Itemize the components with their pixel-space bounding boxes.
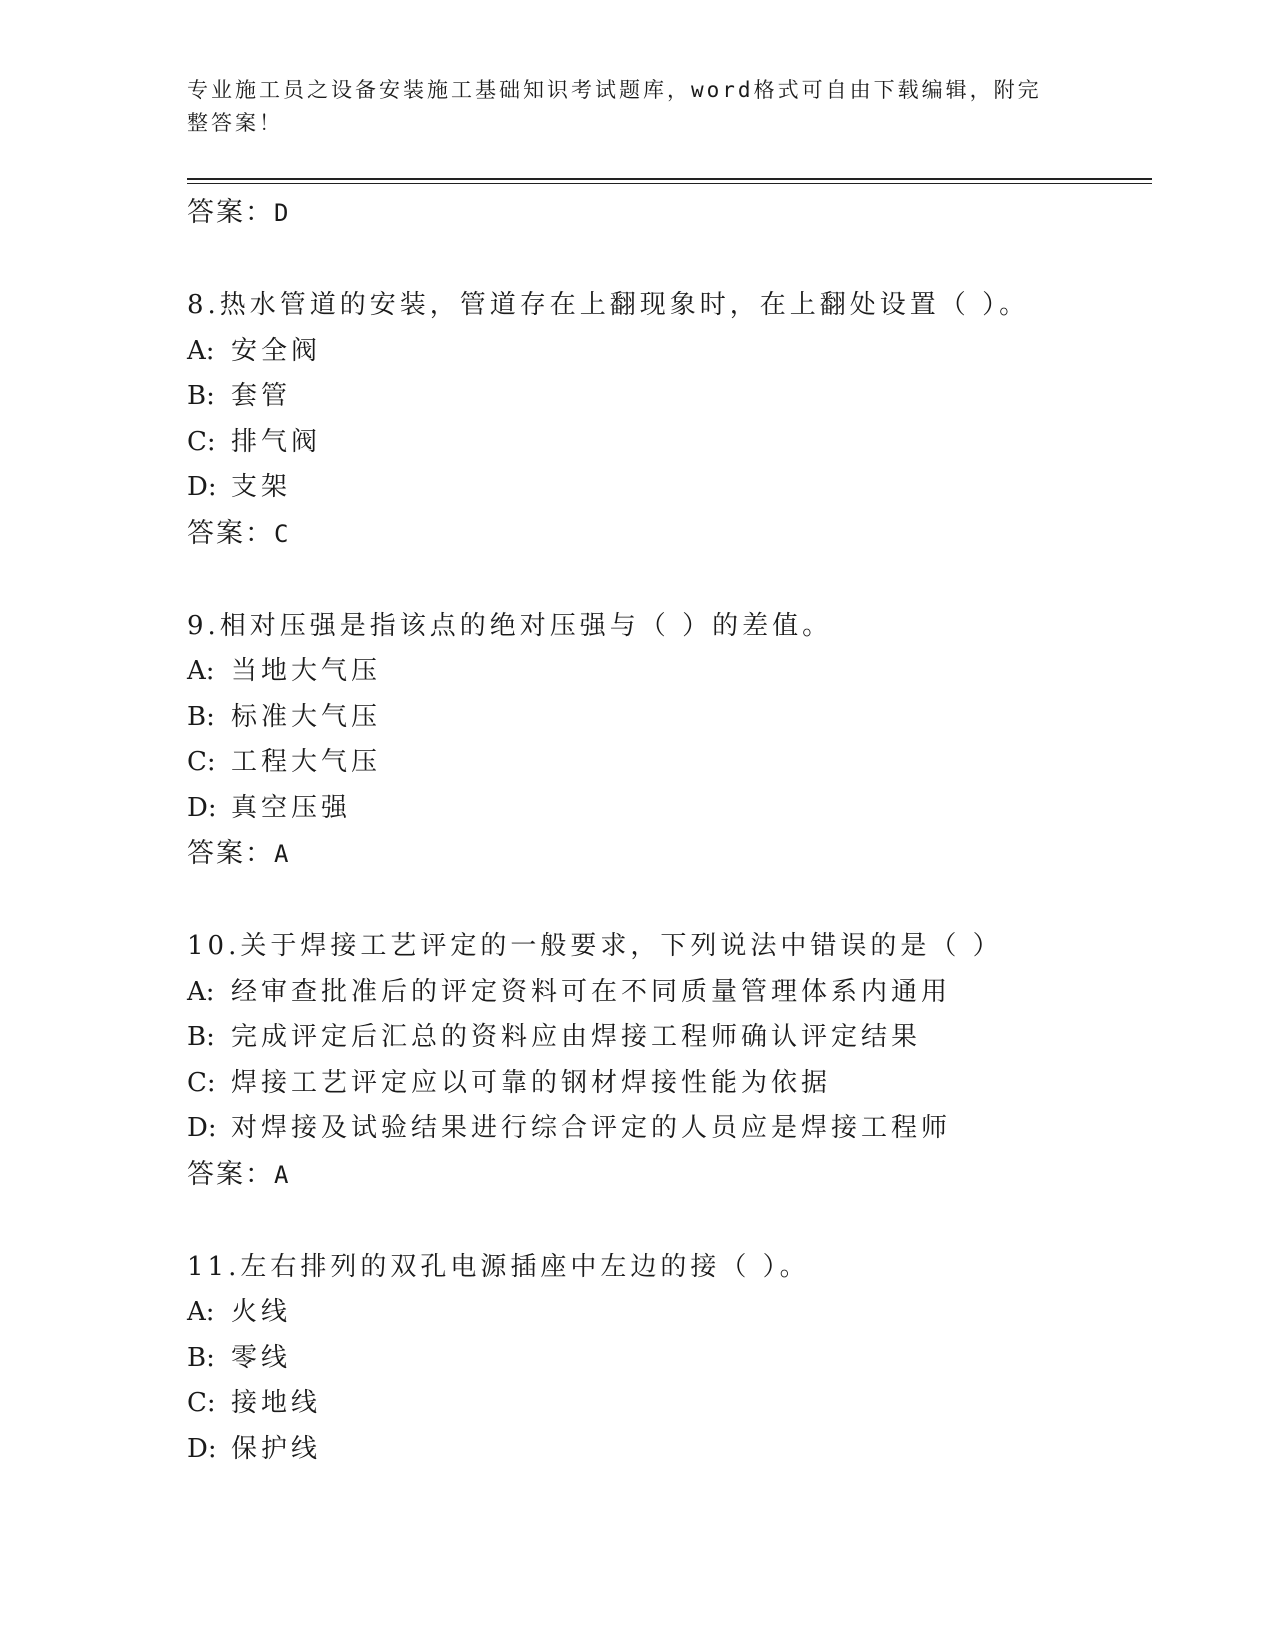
- option-letter: C:: [187, 1388, 216, 1418]
- answer-line: [187, 1152, 1147, 1198]
- option-letter: A:: [187, 1297, 215, 1327]
- answer-value: A: [274, 840, 291, 868]
- header-line-2: 整答案！: [187, 111, 283, 135]
- question-block-8: [187, 283, 1147, 557]
- option-c: [187, 1381, 1147, 1427]
- option-text: 当地大气压: [231, 656, 382, 686]
- option-text: 经审查批准后的评定资料可在不同质量管理体系内通用: [231, 976, 952, 1007]
- option-letter: D:: [187, 1113, 217, 1143]
- option-letter: C:: [187, 426, 216, 457]
- option-a: [187, 1290, 1147, 1336]
- question-block-11: [187, 1245, 1147, 1473]
- answer-label: 答案：: [187, 1158, 274, 1190]
- option-letter: C:: [187, 1067, 216, 1098]
- option-text: 零线: [231, 1342, 292, 1373]
- option-text: 接地线: [231, 1388, 322, 1418]
- header-line-1: 专业施工员之设备安装施工基础知识考试题库，word格式可自由下载编辑，附完: [187, 78, 1042, 102]
- option-a: [187, 970, 1147, 1016]
- option-text: 焊接工艺评定应以可靠的钢材焊接性能为依据: [231, 1067, 832, 1098]
- option-letter: A:: [187, 976, 215, 1007]
- option-b: [187, 374, 1147, 420]
- answer-label: 答案：: [187, 197, 274, 228]
- option-d: [187, 465, 1147, 511]
- question-stem: 8.热水管道的安装，管道存在上翻现象时，在上翻处设置（ ）。: [187, 290, 1030, 320]
- question-list: [187, 190, 1147, 1472]
- option-text: 排气阀: [231, 426, 322, 457]
- option-letter: C:: [187, 747, 216, 777]
- option-text: 保护线: [231, 1433, 322, 1464]
- option-c: [187, 1061, 1147, 1107]
- option-text: 真空压强: [231, 792, 352, 823]
- option-text: 安全阀: [231, 335, 322, 366]
- question-block-9: [187, 604, 1147, 878]
- answer-label: 答案：: [187, 517, 274, 549]
- option-text: 支架: [231, 472, 292, 502]
- answer-line: [187, 831, 1147, 877]
- question-stem: 11.左右排列的双孔电源插座中左边的接（ ）。: [187, 1251, 810, 1282]
- option-d: [187, 1106, 1147, 1152]
- option-a: [187, 329, 1147, 375]
- option-letter: A:: [187, 656, 215, 686]
- option-text: 标准大气压: [231, 701, 382, 732]
- option-b: [187, 695, 1147, 741]
- option-letter: B:: [187, 381, 215, 411]
- question-stem: 9.相对压强是指该点的绝对压强与（ ）的差值。: [187, 610, 833, 641]
- answer-line: [187, 511, 1147, 557]
- answer-value: D: [274, 199, 291, 227]
- question-stem: 10.关于焊接工艺评定的一般要求，下列说法中错误的是（ ）: [187, 931, 1003, 961]
- option-a: [187, 649, 1147, 695]
- option-text: 对焊接及试验结果进行综合评定的人员应是焊接工程师: [231, 1113, 952, 1143]
- answer-value: C: [274, 519, 291, 548]
- answer-line-q7: [187, 190, 1147, 236]
- document-header: [187, 74, 1067, 140]
- option-text: 工程大气压: [231, 747, 382, 777]
- option-letter: D:: [187, 792, 217, 823]
- option-letter: A:: [187, 335, 215, 366]
- option-text: 火线: [231, 1297, 292, 1327]
- header-divider-thick: [187, 178, 1152, 180]
- option-letter: B:: [187, 701, 215, 732]
- question-block-10: [187, 924, 1147, 1198]
- option-letter: B:: [187, 1342, 215, 1373]
- option-d: [187, 1427, 1147, 1473]
- option-b: [187, 1336, 1147, 1382]
- option-letter: D:: [187, 472, 217, 502]
- header-divider-thin: [187, 183, 1152, 184]
- option-c: [187, 420, 1147, 466]
- option-text: 套管: [231, 381, 292, 411]
- option-d: [187, 786, 1147, 832]
- option-letter: B:: [187, 1022, 215, 1052]
- option-text: 完成评定后汇总的资料应由焊接工程师确认评定结果: [231, 1022, 922, 1052]
- option-c: [187, 740, 1147, 786]
- answer-label: 答案：: [187, 838, 274, 869]
- option-letter: D:: [187, 1433, 217, 1464]
- answer-value: A: [274, 1160, 291, 1189]
- option-b: [187, 1015, 1147, 1061]
